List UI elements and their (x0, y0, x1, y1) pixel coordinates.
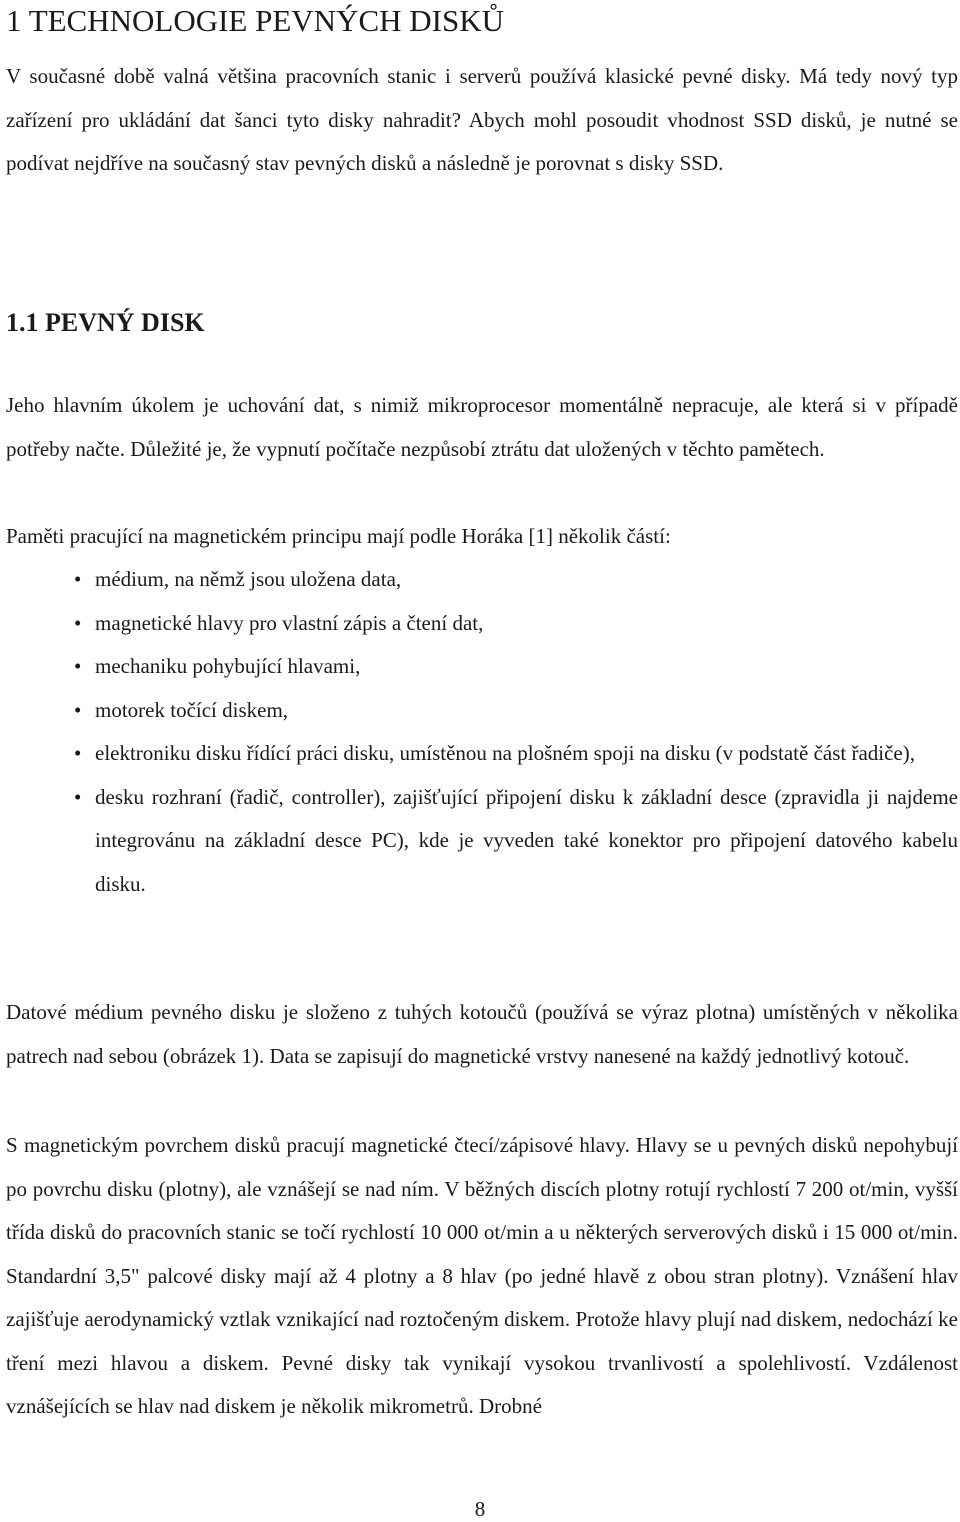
list-item (0, 558, 960, 602)
bullet-icon: • (74, 784, 82, 809)
parts-intro-paragraph: Paměti pracující na magnetickém principu mají podle Horáka [1] několik částí: (6, 524, 671, 548)
list-item-text: mechaniku pohybující hlavami, (95, 654, 361, 678)
list-item (0, 732, 960, 776)
medium-paragraph: Datové médium pevného disku je složeno z tuhých kotoučů (používá se výraz plotna) umístěných v několika patrech nad sebou (obrázek 1). Data se zapisují do magnetické vrstvy nanesené na každý jednotlivý kotouč. (6, 1000, 958, 1068)
bullet-icon: • (74, 567, 82, 591)
page-number: 8 (474, 1497, 486, 1521)
bullet-icon: • (74, 654, 82, 678)
heads-paragraph: S magnetickým povrchem disků pracují magnetické čtecí/zápisové hlavy. Hlavy se u pevných disků nepohybují po povrchu disku (plotny), ale vznášejí se nad ním. V běžných discích plotny rotují rychlostí 7 200 ot/min, vyšší třída disků do pracovních stanic se točí rychlostí 10 000 ot/min a u některých serverových disků i 15 000 ot/min. Standardní 3,5" palcové disky mají až 4 plotny a 8 hlav (po jedné hlavě z obou stran plotny). Vznášení hlav zajišťuje aerodynamický vztlak vznikající nad roztočeným diskem. Protože hlavy plují nad diskem, nedochází ke tření mezi hlavou a diskem. Pevné disky tak vynikají vysokou trvanlivostí a spolehlivostí. Vzdálenost vznášejících se hlav nad diskem je několik mikrometrů. Drobné (6, 1133, 958, 1418)
bullet-icon: • (74, 697, 82, 722)
bullet-icon: • (74, 741, 82, 765)
list-item (0, 602, 960, 646)
intro-paragraph: V současné době valná většina pracovních stanic i serverů používá klasické pevné disky. Má tedy nový typ zařízení pro ukládání dat šanci tyto disky nahradit? Abych mohl posoudit vhodnost SSD disků, je nutné se podívat nejdříve na současný stav pevných disků a následně je porovnat s disky SSD. (6, 64, 958, 175)
list-item (0, 689, 960, 733)
list-item (0, 776, 960, 907)
list-item (0, 645, 960, 689)
list-item-text: médium, na němž jsou uložena data, (95, 567, 402, 591)
list-item-text: elektroniku disku řídící práci disku, umístěnou na plošném spoji na disku (v podstatě část řadiče), (95, 741, 915, 765)
list-item-text: motorek točící diskem, (95, 697, 289, 722)
chapter-heading: 1 TECHNOLOGIE PEVNÝCH DISKŮ (6, 3, 504, 38)
list-item-text: desku rozhraní (řadič, controller), zajišťující připojení disku k základní desce (zpravidla ji najdeme integrovánu na základní desce PC), kde je vyveden také konektor pro připojení datového kabelu disku. (95, 784, 958, 896)
section-heading: 1.1 PEVNÝ DISK (6, 308, 205, 337)
bullet-icon: • (74, 610, 82, 635)
parts-list (0, 558, 960, 906)
list-item-text: magnetické hlavy pro vlastní zápis a čtení dat, (95, 610, 484, 635)
disk-purpose-paragraph: Jeho hlavním úkolem je uchování dat, s nimiž mikroprocesor momentálně nepracuje, ale která si v případě potřeby načte. Důležité je, že vypnutí počítače nezpůsobí ztrátu dat uložených v těchto pamětech. (6, 393, 958, 461)
